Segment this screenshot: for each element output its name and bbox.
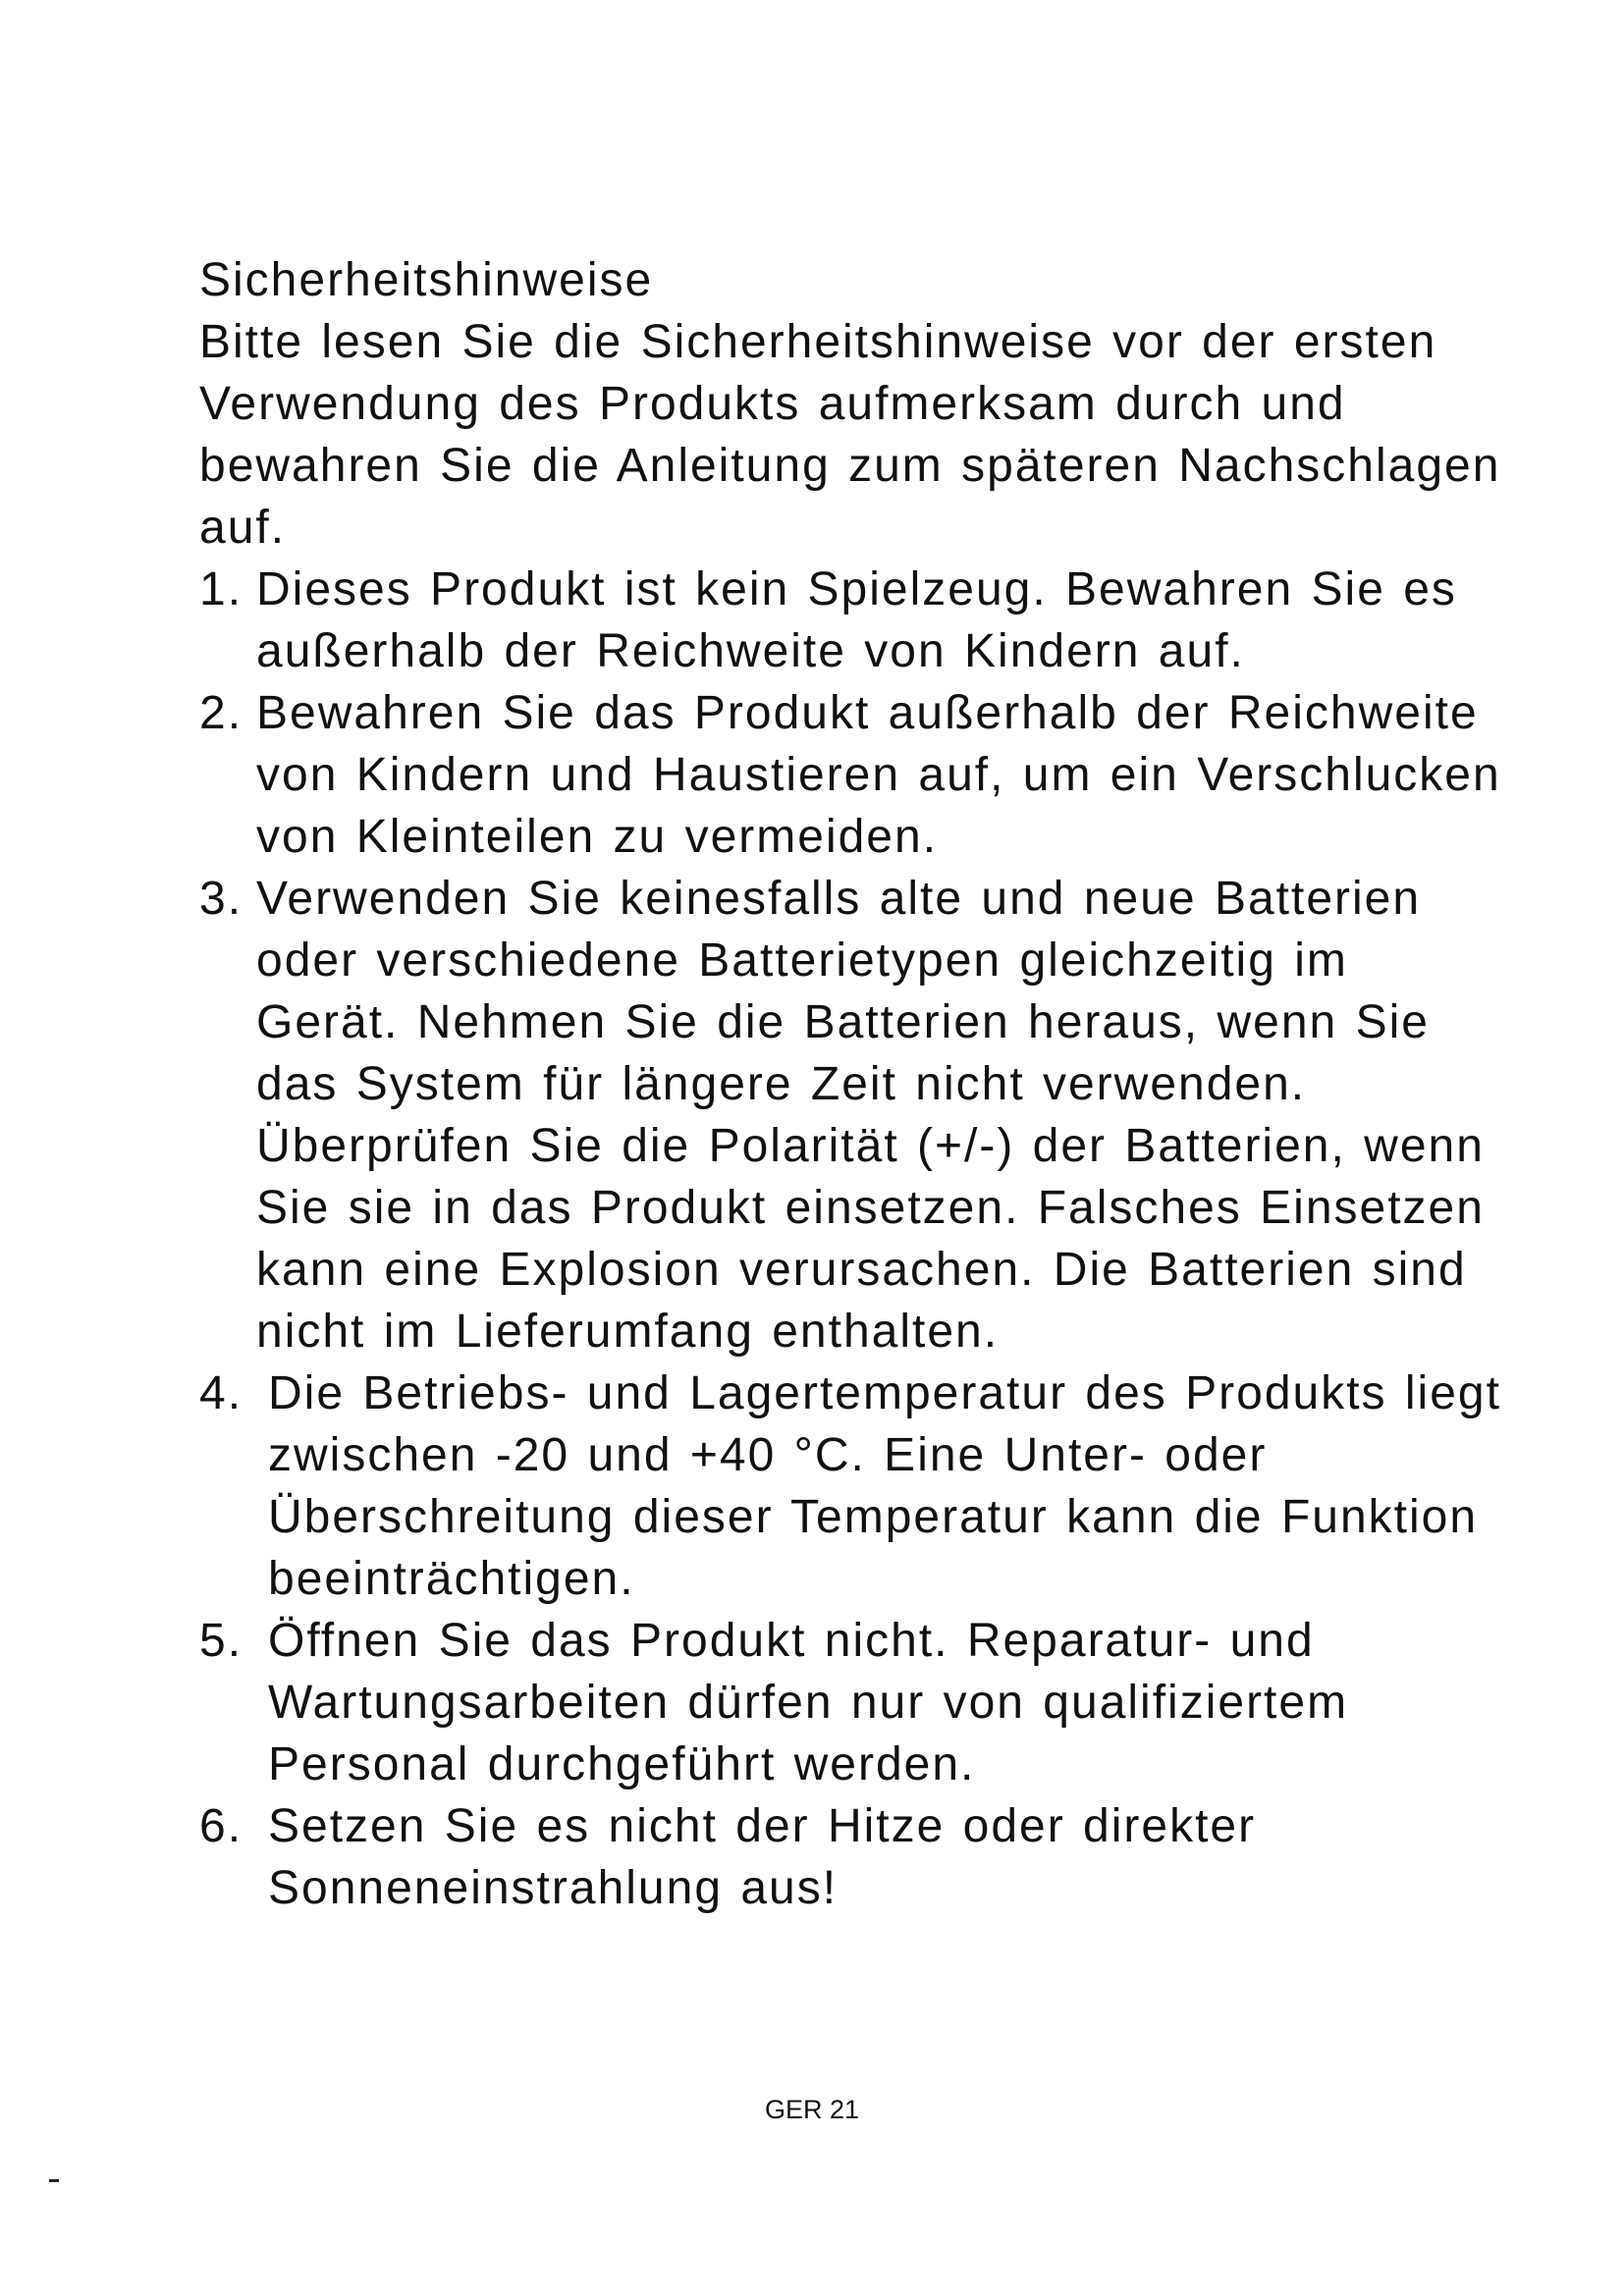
safety-instructions-section	[199, 249, 1505, 1919]
list-item-number: 6.	[199, 1800, 244, 1852]
margin-mark	[49, 2179, 59, 2182]
safety-list	[199, 559, 1505, 1919]
list-item-number: 5.	[199, 1615, 244, 1667]
list-item-text: Setzen Sie es nicht der Hitze oder direkter Sonneneinstrahlung aus!	[268, 1800, 1257, 1914]
list-item	[199, 559, 1505, 682]
page-number: GER 21	[764, 2095, 860, 2124]
list-item-text: Öffnen Sie das Produkt nicht. Reparatur- und Wartungsarbeiten dürfen nur von qualifiziertem Personal durchgeführt werden.	[268, 1615, 1349, 1790]
list-item	[199, 1610, 1505, 1795]
section-title: Sicherheitshinweise	[199, 254, 654, 306]
list-item-number: 1.	[199, 563, 244, 615]
list-item-text: Die Betriebs- und Lagertemperatur des Produkts liegt zwischen -20 und +40 °C. Eine Unter- oder Überschreitung dieser Temperatur kann die Funktion beeinträchtigen.	[268, 1367, 1501, 1605]
list-item-text: Dieses Produkt ist kein Spielzeug. Bewahren Sie es außerhalb der Reichweite von Kindern auf.	[256, 563, 1457, 677]
list-item	[199, 682, 1505, 868]
list-item	[199, 1795, 1505, 1919]
list-item	[199, 868, 1505, 1362]
list-item-number: 4.	[199, 1367, 244, 1419]
list-item	[199, 1362, 1505, 1610]
list-item-number: 2.	[199, 687, 244, 739]
intro-paragraph: Bitte lesen Sie die Sicherheitshinweise vor der ersten Verwendung des Produkts aufmerksam durch und bewahren Sie die Anleitung zum späteren Nachschlagen auf.	[199, 316, 1501, 554]
list-item-text: Bewahren Sie das Produkt außerhalb der Reichweite von Kindern und Haustieren auf, um ein Verschlucken von Kleinteilen zu vermeiden.	[256, 687, 1501, 863]
list-item-text: Verwenden Sie keinesfalls alte und neue Batterien oder verschiedene Batterietypen gleichzeitig im Gerät. Nehmen Sie die Batterien heraus, wenn Sie das System für längere Zeit nicht verwenden. Überprüfen Sie die Polarität (+/-) der Batterien, wenn Sie sie in das Produkt einsetzen. Falsches Einsetzen kann eine Explosion verursachen. Die Batterien sind nicht im Lieferumfang enthalten.	[256, 873, 1485, 1358]
list-item-number: 3.	[199, 873, 244, 925]
